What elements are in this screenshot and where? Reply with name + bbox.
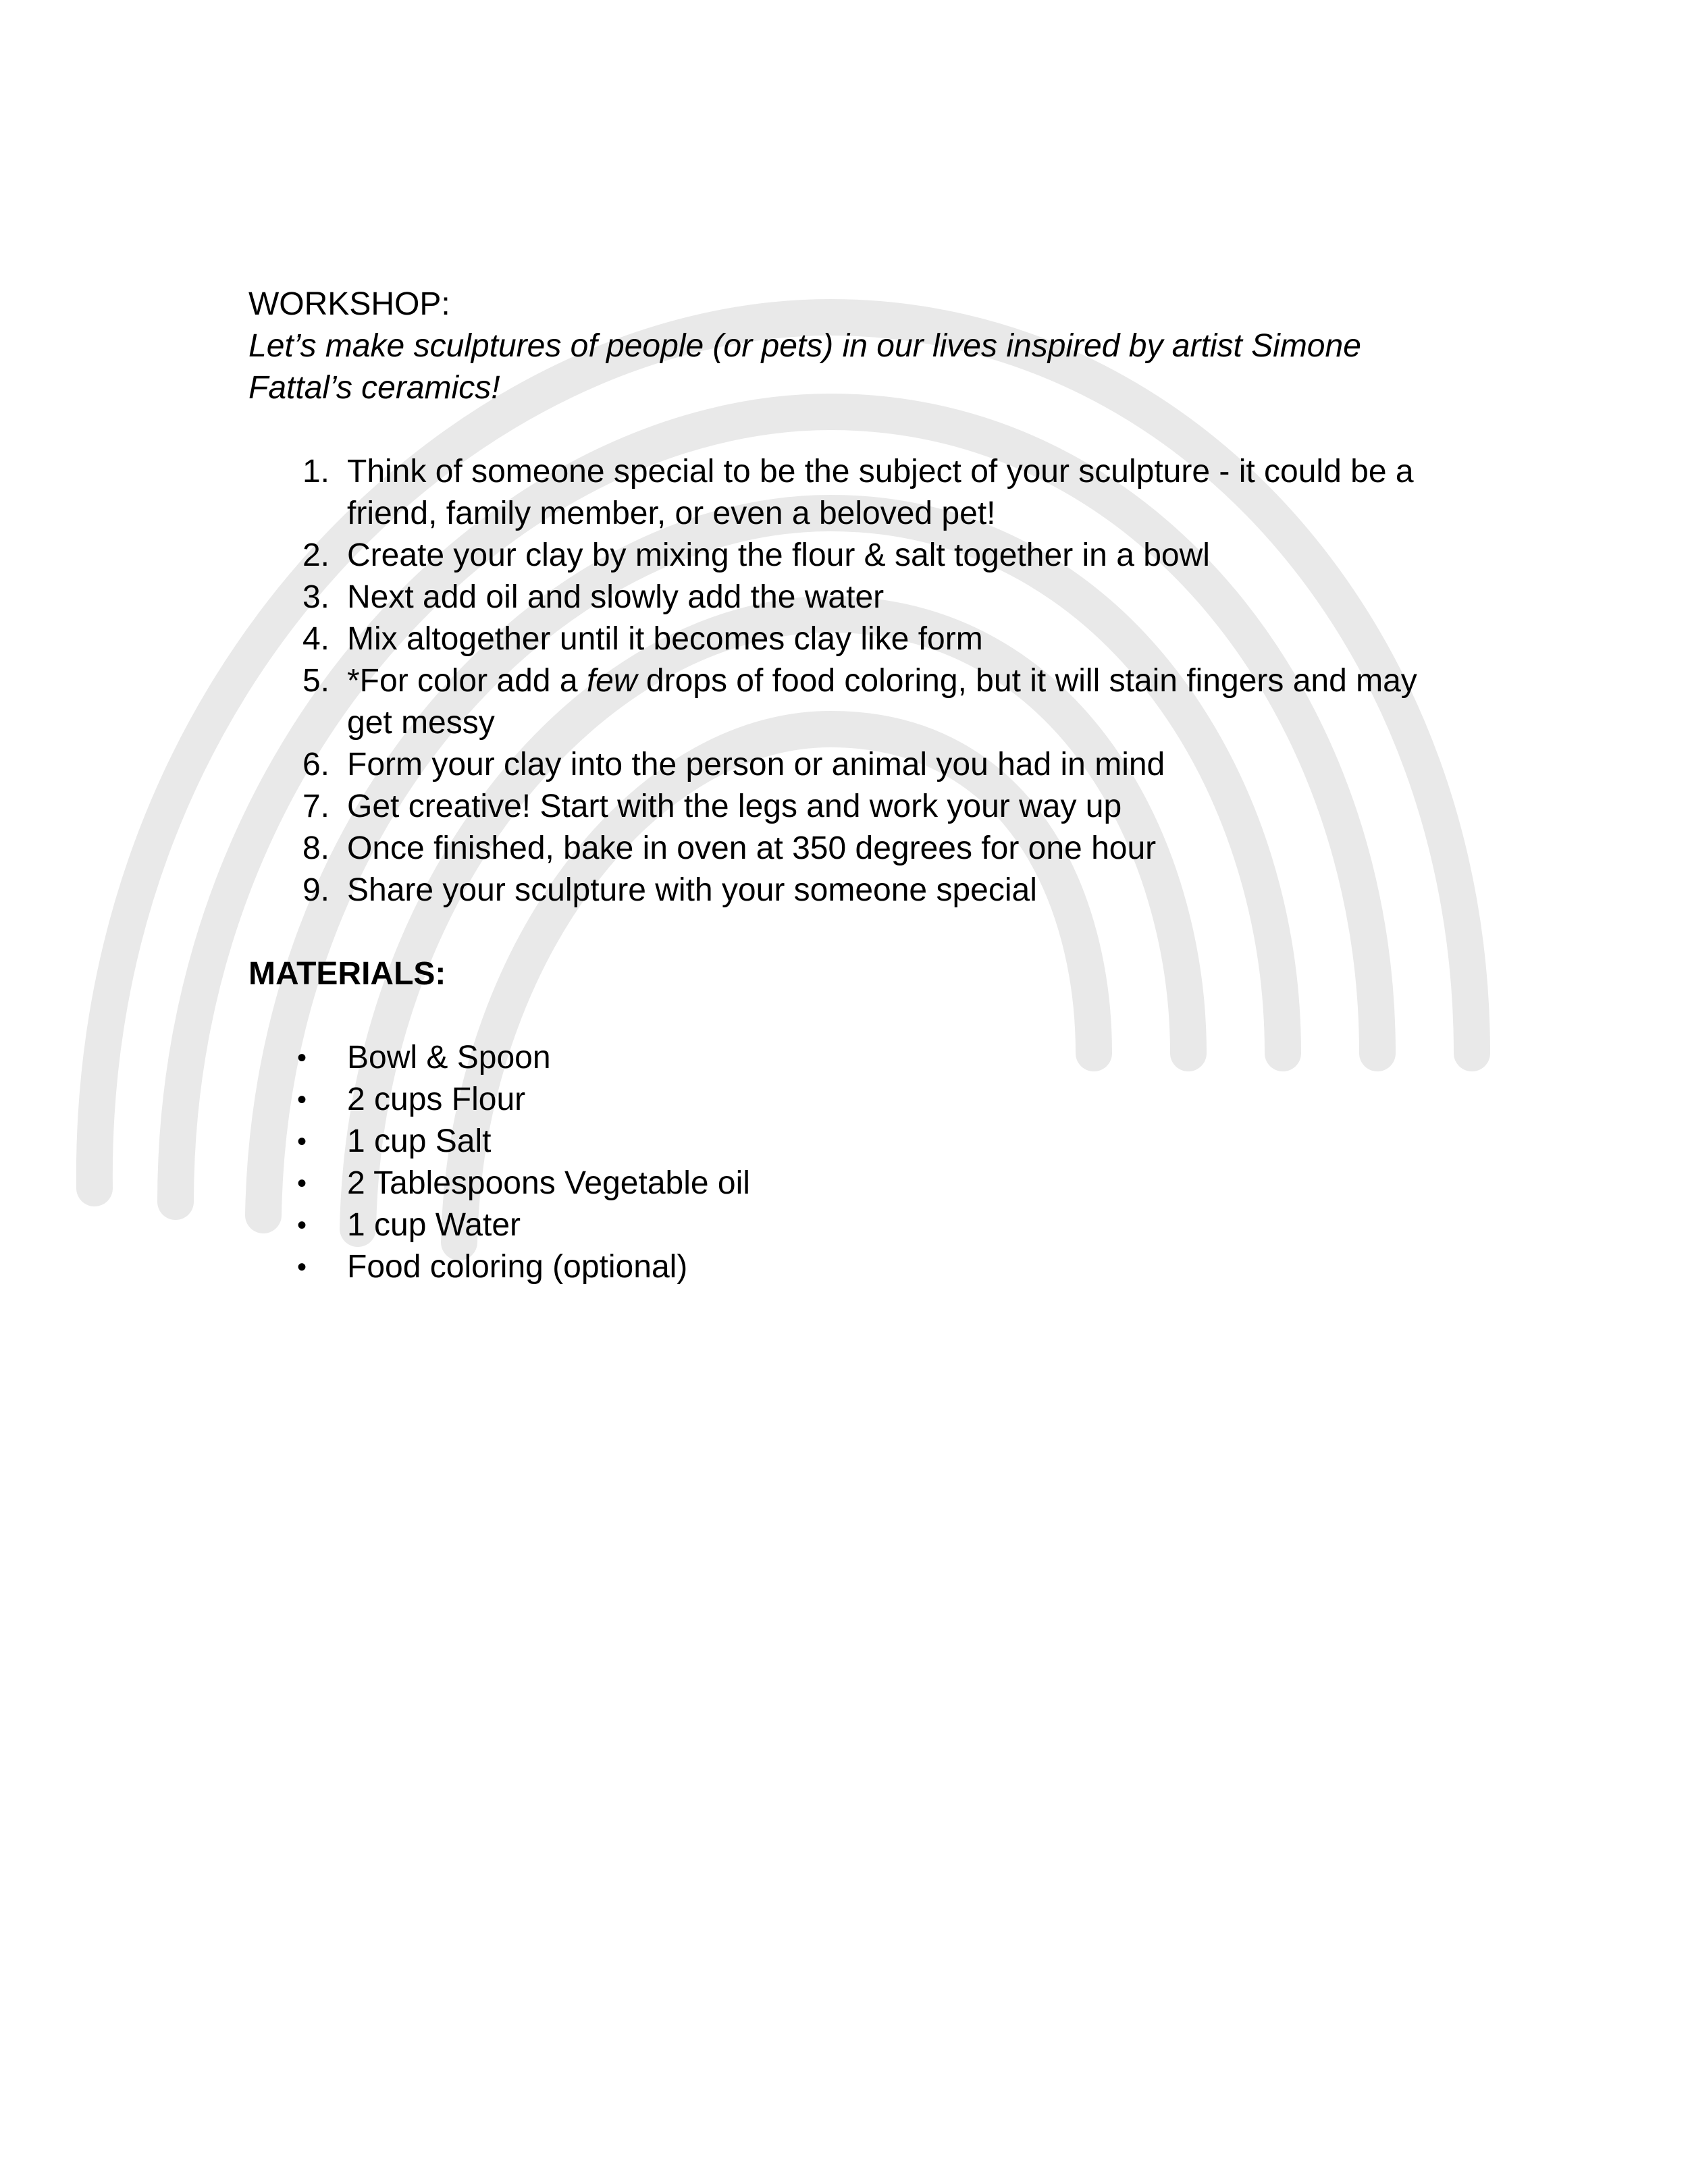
step-text: Think of someone special to be the subject of your sculpture - it could be a friend, family member, or even a beloved pet! xyxy=(347,454,1414,531)
step-text: Share your sculpture with your someone special xyxy=(347,872,1037,908)
step-text-pre: *For color add a xyxy=(347,663,587,699)
bullet-icon: • xyxy=(297,1043,307,1073)
material-item xyxy=(248,1121,1464,1163)
step-text-emphasis: few xyxy=(586,663,637,699)
step-item xyxy=(248,660,1427,744)
step-text: Once finished, bake in oven at 350 degrees for one hour xyxy=(347,830,1157,866)
material-item xyxy=(248,1037,1464,1079)
step-number: 5. xyxy=(302,663,329,699)
step-text: Next add oil and slowly add the water xyxy=(347,579,885,615)
step-text-post: drops of food coloring, but it will stain fingers and may get messy xyxy=(347,663,1417,741)
step-number: 6. xyxy=(302,747,329,782)
material-text: 2 cups Flour xyxy=(347,1082,526,1117)
material-text: 1 cup Salt xyxy=(347,1123,492,1159)
materials-heading: MATERIALS: xyxy=(248,956,446,992)
step-text: Mix altogether until it becomes clay like form xyxy=(347,621,983,657)
step-item xyxy=(248,451,1427,535)
step-text: Form your clay into the person or animal you had in mind xyxy=(347,747,1165,782)
material-text: 2 Tablespoons Vegetable oil xyxy=(347,1165,750,1201)
step-text: Get creative! Start with the legs and work your way up xyxy=(347,789,1122,824)
workshop-intro: Let’s make sculptures of people (or pets) in our lives inspired by artist Simone Fattal’s ceramics! xyxy=(248,328,1361,406)
step-number: 1. xyxy=(302,454,329,489)
step-item xyxy=(248,870,1427,911)
workshop-heading: WORKSHOP: xyxy=(248,286,450,322)
step-number: 2. xyxy=(302,537,329,573)
step-text: Create your clay by mixing the flour & salt together in a bowl xyxy=(347,537,1210,573)
step-number: 4. xyxy=(302,621,329,657)
step-item xyxy=(248,744,1427,786)
step-number: 9. xyxy=(302,872,329,908)
step-item xyxy=(248,618,1427,660)
material-item xyxy=(248,1163,1464,1204)
step-item xyxy=(248,577,1427,618)
bullet-icon: • xyxy=(297,1169,307,1198)
step-item xyxy=(248,786,1427,828)
bullet-icon: • xyxy=(297,1252,307,1282)
material-item xyxy=(248,1246,1464,1288)
material-item xyxy=(248,1079,1464,1121)
step-number: 7. xyxy=(302,789,329,824)
steps-list xyxy=(248,451,1464,911)
material-text: 1 cup Water xyxy=(347,1207,521,1243)
material-text: Food coloring (optional) xyxy=(347,1249,688,1285)
material-item xyxy=(248,1204,1464,1246)
step-item xyxy=(248,535,1427,577)
bullet-icon: • xyxy=(297,1127,307,1156)
materials-list xyxy=(248,1037,1464,1288)
step-item xyxy=(248,828,1427,870)
material-text: Bowl & Spoon xyxy=(347,1040,551,1075)
step-number: 3. xyxy=(302,579,329,615)
bullet-icon: • xyxy=(297,1085,307,1115)
step-number: 8. xyxy=(302,830,329,866)
bullet-icon: • xyxy=(297,1210,307,1240)
worksheet-content xyxy=(248,284,1464,1288)
